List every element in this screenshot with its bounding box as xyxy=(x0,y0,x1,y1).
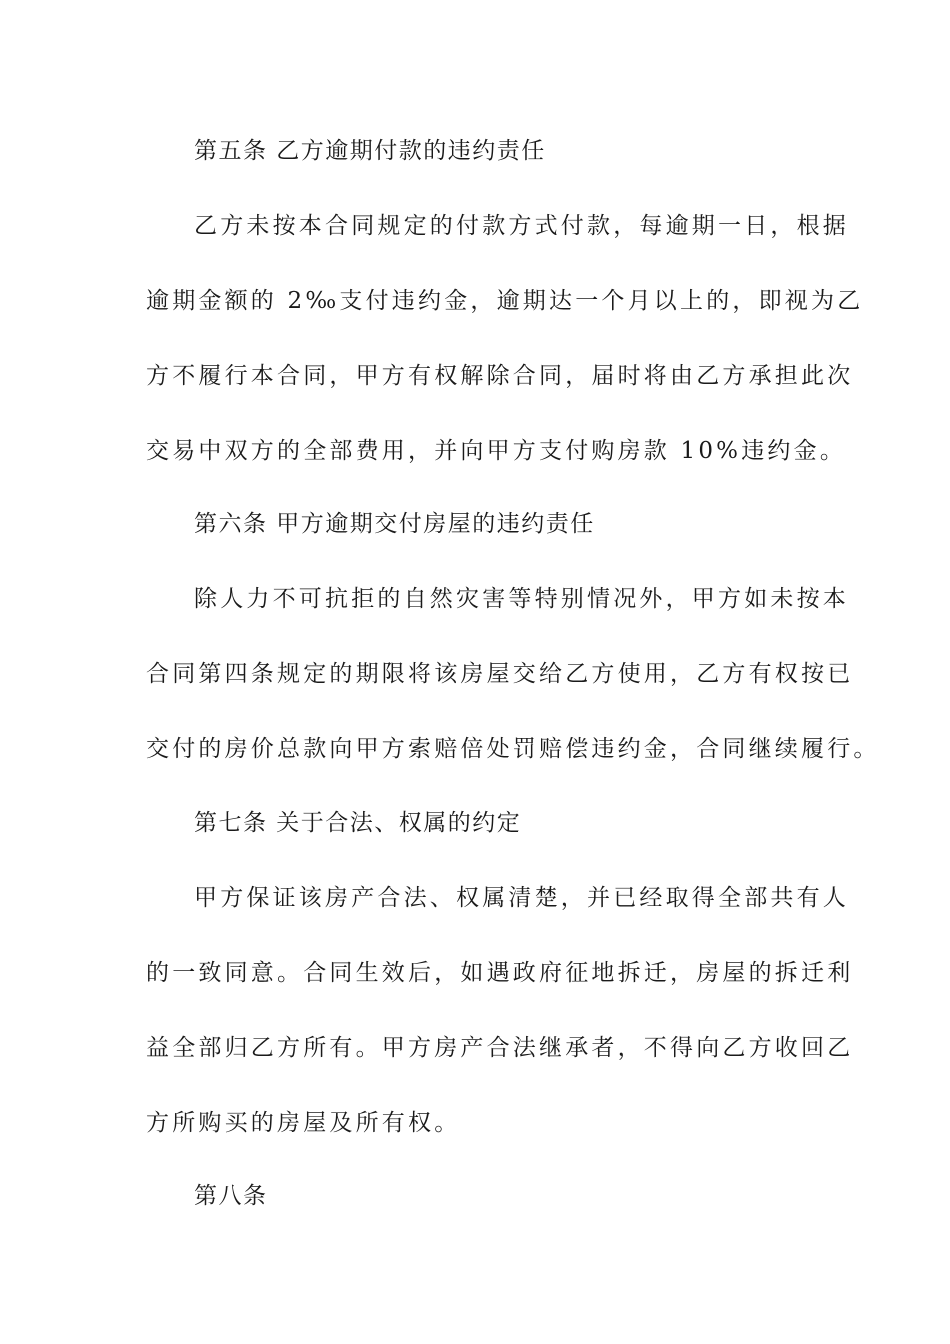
paragraph-line: 乙方未按本合同规定的付款方式付款，每逾期一日，根据 xyxy=(194,213,849,239)
article-heading: 第七条 关于合法、权属的约定 xyxy=(194,810,522,836)
paragraph-line: 的一致同意。合同生效后，如遇政府征地拆迁，房屋的拆迁利 xyxy=(146,960,854,986)
paragraph-line: 交付的房价总款向甲方索赔倍处罚赔偿违约金，合同继续履行。 xyxy=(146,736,880,762)
article-heading: 第五条 乙方逾期付款的违约责任 xyxy=(194,138,546,164)
paragraph-line: 逾期金额的 2‰支付违约金，逾期达一个月以上的，即视为乙 xyxy=(146,288,864,314)
paragraph-line: 方不履行本合同，甲方有权解除合同，届时将由乙方承担此次 xyxy=(146,363,854,389)
paragraph-line: 除人力不可抗拒的自然灾害等特别情况外，甲方如未按本 xyxy=(194,586,849,612)
article-heading: 第八条 xyxy=(194,1183,268,1209)
paragraph-line: 方所购买的房屋及所有权。 xyxy=(146,1110,461,1136)
paragraph-line: 合同第四条规定的期限将该房屋交给乙方使用，乙方有权按已 xyxy=(146,661,854,687)
paragraph-line: 益全部归乙方所有。甲方房产合法继承者，不得向乙方收回乙 xyxy=(146,1035,854,1061)
paragraph-line: 交易中双方的全部费用，并向甲方支付购房款 10%违约金。 xyxy=(146,438,847,464)
article-heading: 第六条 甲方逾期交付房屋的违约责任 xyxy=(194,511,595,537)
paragraph-line: 甲方保证该房产合法、权属清楚，并已经取得全部共有人 xyxy=(194,885,849,911)
